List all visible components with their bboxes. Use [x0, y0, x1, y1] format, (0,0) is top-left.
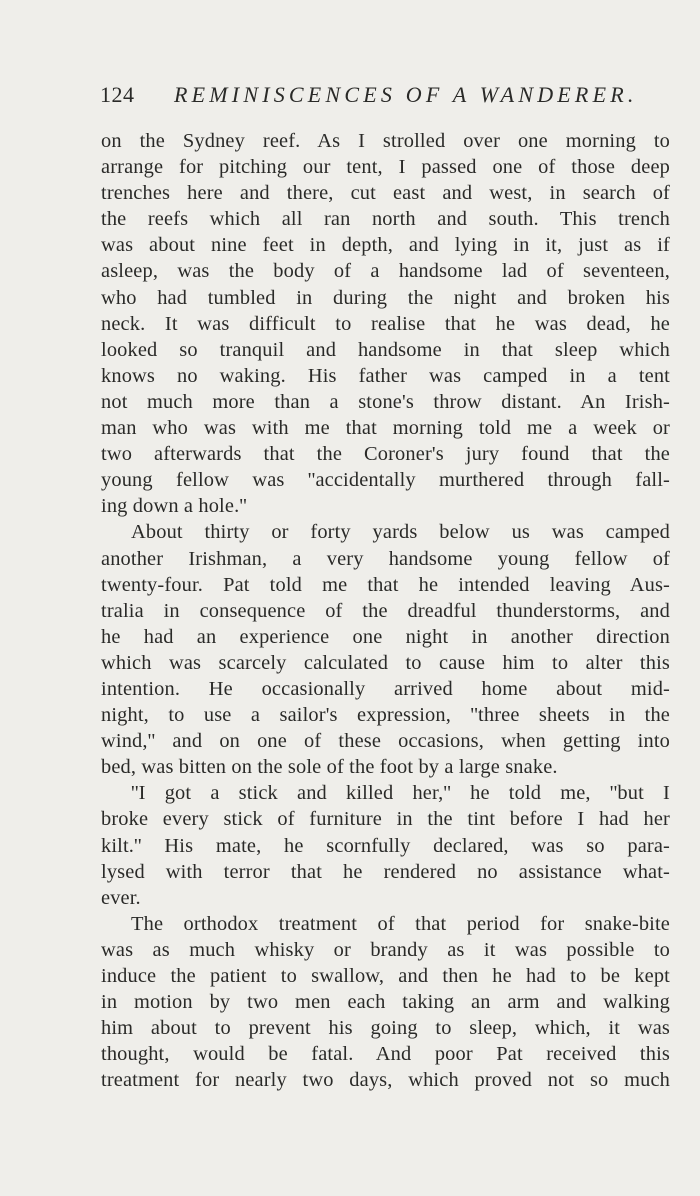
text-line: looked so tranquil and handsome in that sleep which	[101, 338, 670, 361]
text-line: knows no waking. His father was camped in a tent	[101, 364, 670, 387]
text-line: night, to use a sailor's expression, ''three sheets in the	[101, 704, 670, 727]
page-number: 124	[100, 82, 135, 107]
text-line: kilt.'' His mate, he scornfully declared, was so para-	[101, 834, 670, 857]
page-header	[100, 82, 638, 112]
text-line: The orthodox treatment of that period for snake-bite	[131, 912, 670, 935]
text-line: the reefs which all ran north and south. This trench	[101, 208, 670, 231]
text-line: asleep, was the body of a handsome lad of seventeen,	[101, 260, 670, 283]
text-line: bed, was bitten on the sole of the foot by a large snake.	[101, 756, 558, 779]
text-line: About thirty or forty yards below us was camped	[131, 521, 670, 544]
text-line: on the Sydney reef. As I strolled over one morning to	[101, 130, 670, 152]
text-line: intention. He occasionally arrived home about mid-	[101, 677, 670, 700]
running-title: REMINISCENCES OF A WANDERER.	[174, 82, 638, 107]
text-line: who had tumbled in during the night and broken his	[101, 286, 670, 309]
text-line: which was scarcely calculated to cause him to alter this	[101, 651, 670, 674]
text-line: two afterwards that the Coroner's jury found that the	[101, 443, 670, 466]
text-line: neck. It was difficult to realise that he was dead, he	[101, 312, 670, 335]
text-line: another Irishman, a very handsome young fellow of	[101, 547, 670, 570]
text-line: wind,'' and on one of these occasions, when getting into	[101, 730, 670, 753]
text-line: him about to prevent his going to sleep, which, it was	[101, 1017, 670, 1040]
text-line: lysed with terror that he rendered no assistance what-	[101, 860, 670, 883]
text-line: treatment for nearly two days, which proved not so much	[101, 1069, 670, 1092]
text-line: he had an experience one night in another direction	[101, 625, 670, 648]
text-line: young fellow was ''accidentally murthered through fall-	[101, 469, 670, 492]
text-line: was about nine feet in depth, and lying in it, just as if	[101, 234, 670, 257]
text-line: tralia in consequence of the dreadful thunderstorms, and	[101, 599, 670, 622]
text-line: induce the patient to swallow, and then he had to be kept	[101, 965, 670, 987]
text-line: was as much whisky or brandy as it was possible to	[101, 938, 670, 961]
text-line: not much more than a stone's throw distant. An Irish-	[101, 390, 670, 413]
text-line: twenty-four. Pat told me that he intended leaving Aus-	[101, 573, 670, 596]
text-line: ever.	[101, 886, 141, 909]
text-line: in motion by two men each taking an arm and walking	[101, 991, 670, 1014]
text-line: arrange for pitching our tent, I passed one of those deep	[101, 156, 670, 179]
text-line: ing down a hole.''	[101, 495, 247, 518]
body-text	[101, 128, 670, 1093]
text-line: ''I got a stick and killed her,'' he told me, ''but I	[131, 782, 670, 805]
text-line: thought, would be fatal. And poor Pat received this	[101, 1043, 670, 1066]
text-line: broke every stick of furniture in the tint before I had her	[101, 808, 670, 831]
text-line: man who was with me that morning told me a week or	[101, 417, 670, 440]
text-line: trenches here and there, cut east and west, in search of	[101, 182, 670, 205]
